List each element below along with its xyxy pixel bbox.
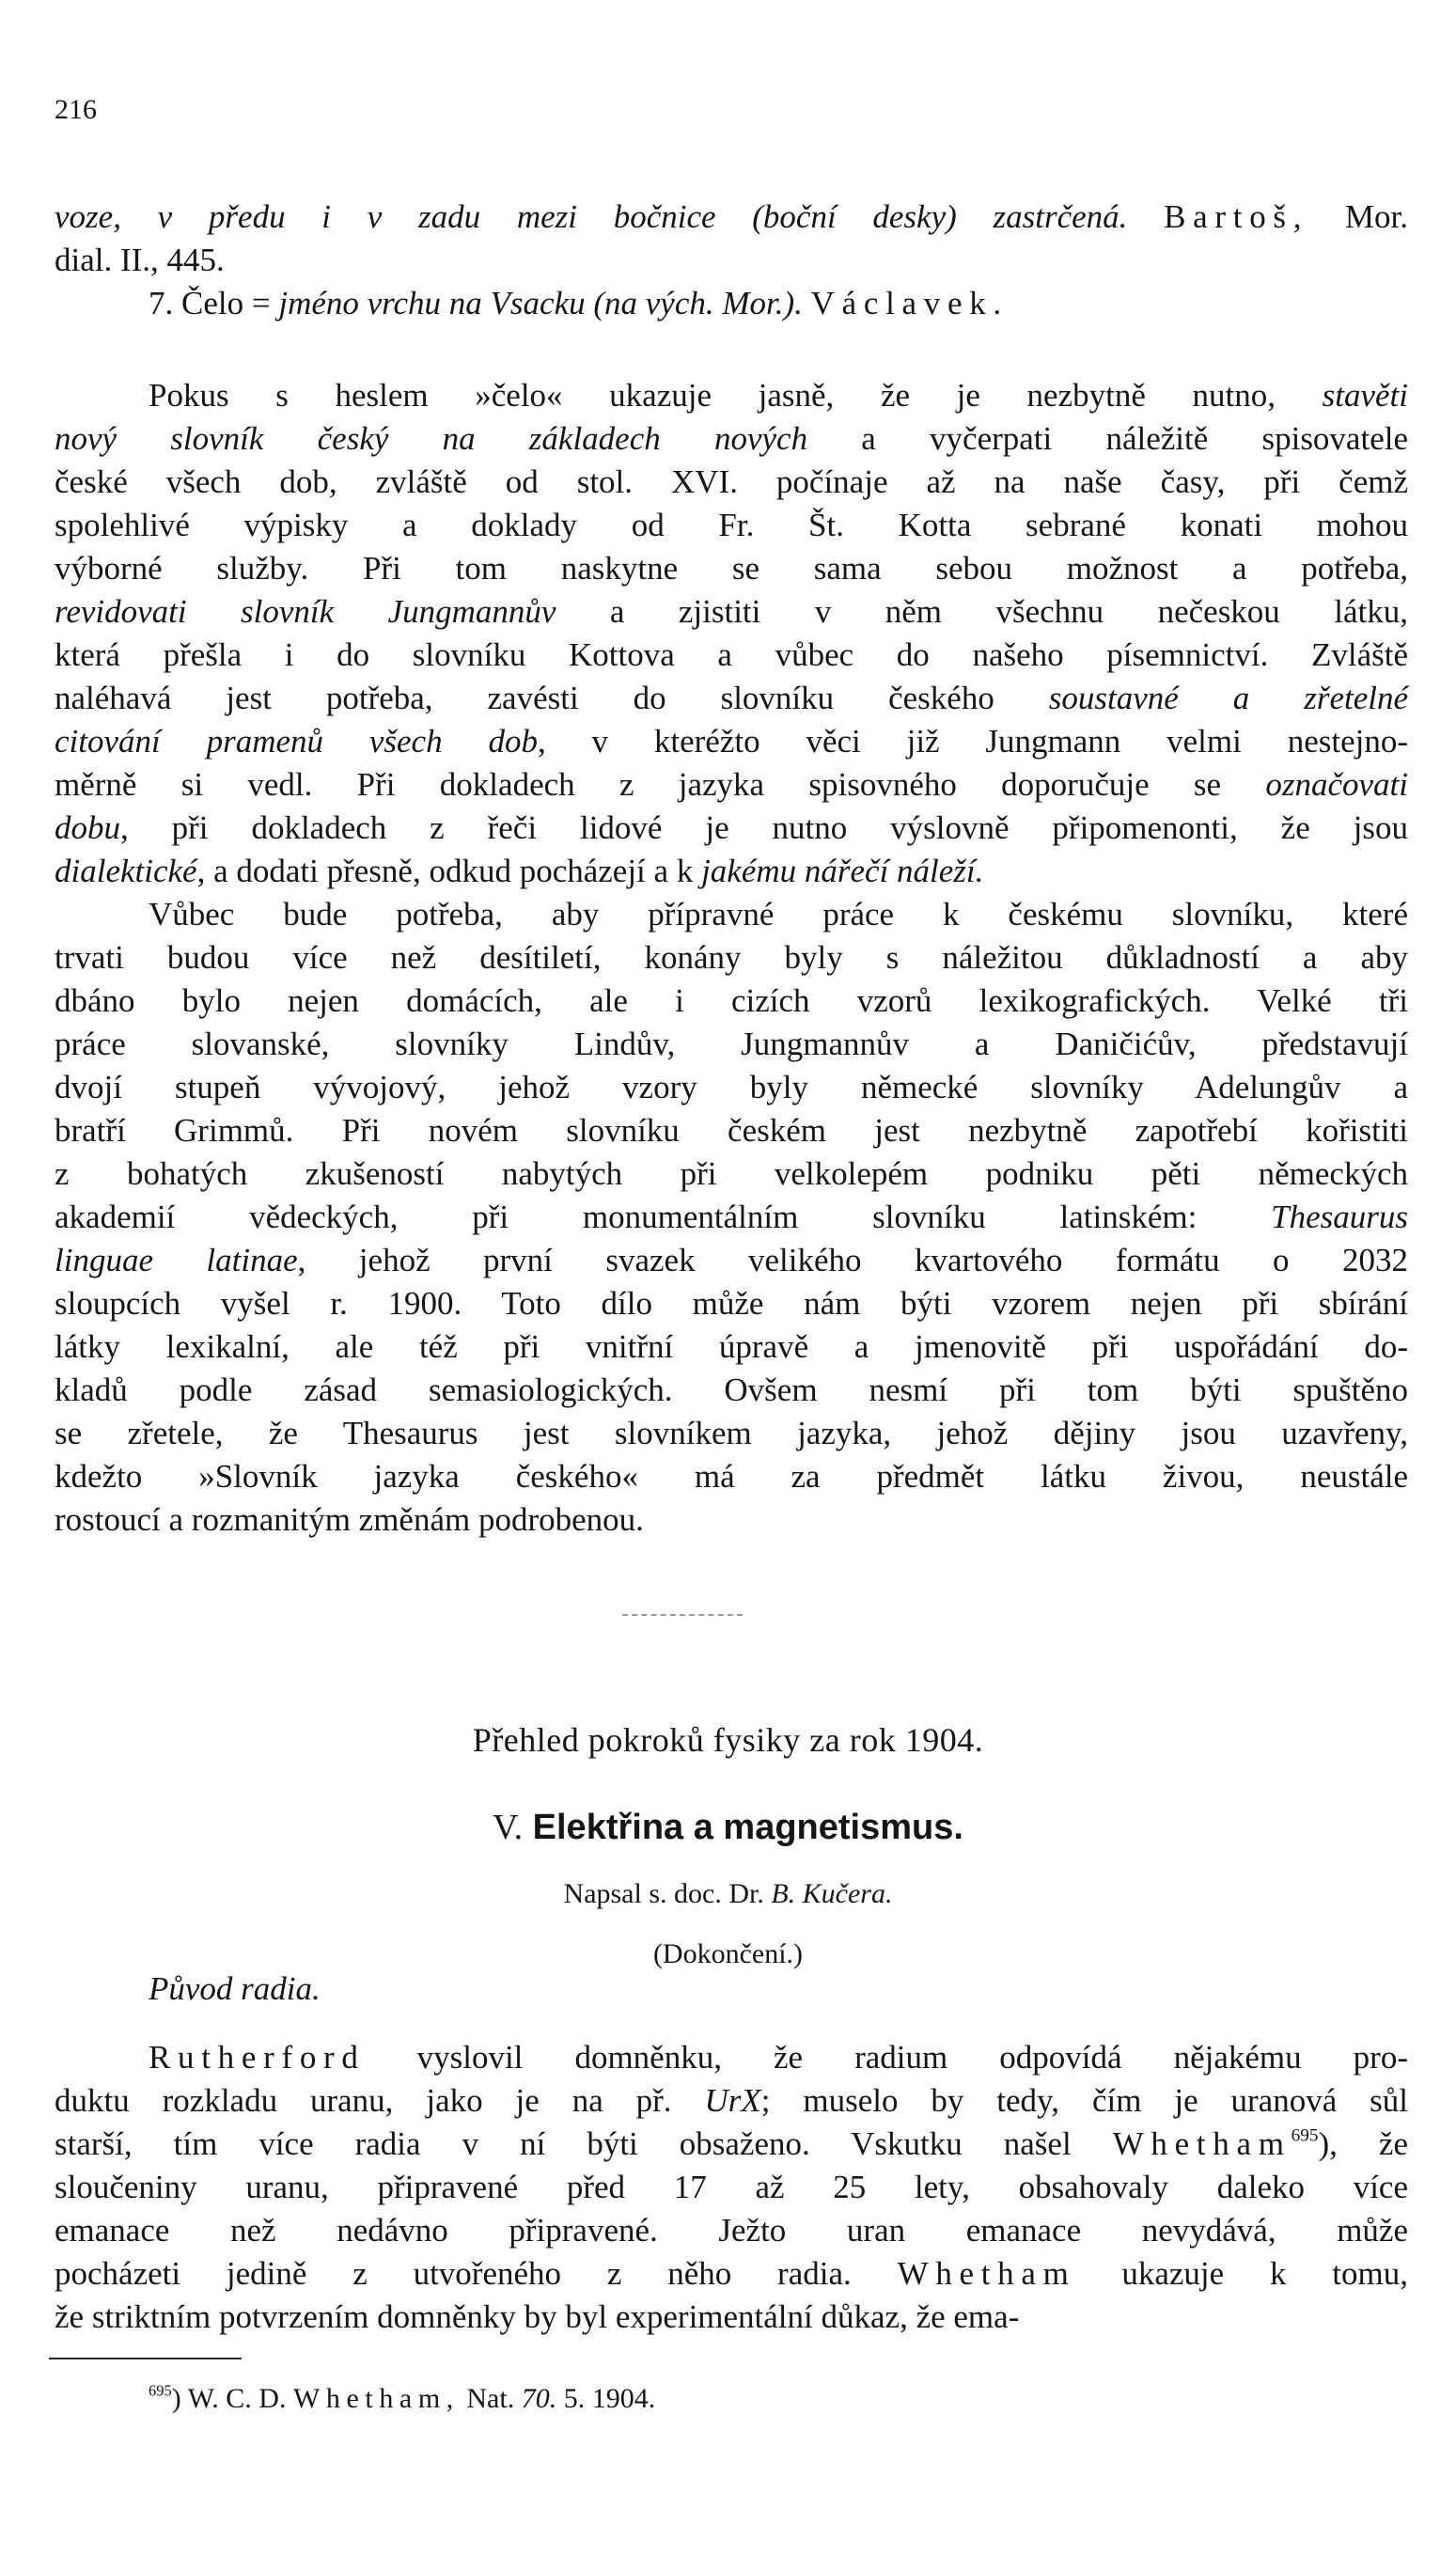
- footnote-source: Nat.: [466, 2383, 515, 2414]
- text-line: [55, 1066, 1408, 1109]
- text-run: pocházeti jedině z utvořeného z něho radia.: [55, 2255, 898, 2292]
- text-run: výborné služby. Při tom naskytne se sama sebou možnost a potřeba,: [55, 550, 1408, 587]
- text-run: dvojí stupeň vývojový, jehož vzory byly německé slovníky Adelungův a: [55, 1069, 1408, 1105]
- text-line: [55, 1455, 1408, 1498]
- text-line: [55, 807, 1408, 850]
- text-run: která přešla i do slovníku Kottova a vůbec do našeho písemnictví. Zvláště: [55, 636, 1408, 673]
- text-line: [55, 1023, 1408, 1066]
- italic-text: Thesaurus: [1271, 1199, 1408, 1235]
- italic-text: revidovati slovník Jungmannův: [55, 593, 556, 630]
- footnote-volume: 70.: [521, 2383, 557, 2414]
- continued-note: (Dokončení.): [652, 1938, 804, 1969]
- text-line: [55, 763, 1408, 807]
- text-run: vyslovil domněnku, že radium odpovídá nějakému pro-: [365, 2039, 1408, 2076]
- text-run: látky lexikalní, ale též při vnitřní úpravě a jmenovitě při uspořádání do-: [55, 1328, 1408, 1365]
- text-line: [55, 1239, 1408, 1282]
- chapter-name: Elektřina a magnetismus.: [532, 1808, 963, 1847]
- intro-italic-text: voze, v předu i v zadu mezi bočnice (boční desky) zastrčená.: [55, 198, 1128, 235]
- italic-text: soustavné a zřetelné: [1048, 680, 1409, 716]
- text-run: kdežto »Slovník jazyka českého« má za předmět látku živou, neustále: [55, 1458, 1408, 1495]
- subheading: Původ radia.: [149, 1970, 321, 2007]
- text-run: Pokus s heslem »čelo« ukazuje jasně, že je nezbytně nutno,: [149, 377, 1323, 414]
- text-run: a zjistiti v něm všechnu nečeskou látku,: [556, 593, 1408, 630]
- text-line: [55, 2123, 1408, 2166]
- text-line: [55, 1109, 1408, 1152]
- italic-text: UrX: [704, 2082, 761, 2119]
- intro-line-3: [55, 282, 1408, 325]
- text-line: [55, 1412, 1408, 1455]
- text-run: měrně si vedl. Při dokladech z jazyka spisovného doporučuje se: [55, 766, 1266, 803]
- intro-author: Bartoš,: [1164, 198, 1309, 235]
- entry-author: Václavek.: [810, 285, 1009, 321]
- text-line: [55, 1196, 1408, 1239]
- footnote-number: 695: [149, 2381, 172, 2400]
- text-line: [55, 2166, 1408, 2209]
- text-run: a vyčerpati náležitě spisovatele: [807, 420, 1408, 457]
- text-run: práce slovanské, slovníky Lindův, Jungmannův a Daničićův, představují: [55, 1026, 1408, 1062]
- text-run: spolehlivé výpisky a doklady od Fr. Št. Kotta sebrané konati mohou: [55, 507, 1408, 543]
- text-run: sloučeniny uranu, připravené před 17 až 25 lety, obsahovaly daleko více: [55, 2169, 1408, 2205]
- text-line: [55, 590, 1408, 634]
- spaced-name: Whetham: [1112, 2125, 1292, 2162]
- text-line: [55, 2296, 1408, 2339]
- text-run: emanace než nedávno připravené. Ježto uran emanace nevydává, může: [55, 2212, 1408, 2249]
- text-line: [55, 634, 1408, 677]
- text-run: akademií vědeckých, při monumentálním slovníku latinském:: [55, 1199, 1272, 1235]
- text-line: [55, 720, 1408, 763]
- text-run: ; muselo by tedy, čím je uranová sůl: [760, 2082, 1408, 2119]
- intro-source: Mor.: [1344, 198, 1409, 235]
- intro-block: [55, 196, 1408, 325]
- text-run: , v kteréžto věci již Jungmann velmi nestejno-: [537, 723, 1408, 760]
- entry-number: 7. Čelo: [149, 285, 244, 321]
- footnote-date: 5. 1904.: [563, 2383, 656, 2414]
- text-line: [55, 547, 1408, 590]
- paragraph-radium-origin: [55, 2036, 1408, 2339]
- chapter-title: [0, 1807, 1456, 1848]
- text-line: [55, 980, 1408, 1023]
- text-run: bratří Grimmů. Při novém slovníku českém jest nezbytně zapotřebí kořistiti: [55, 1112, 1408, 1149]
- text-line: [55, 1152, 1408, 1196]
- paragraph-lexicography-models: [55, 893, 1408, 1542]
- italic-text: označovati: [1265, 766, 1408, 803]
- text-run: naléhavá jest potřeba, zavésti do slovníku českého: [55, 680, 1049, 716]
- footnote-author: Whetham,: [292, 2383, 460, 2414]
- section-title: Přehled pokroků fysiky za rok 1904.: [472, 1721, 984, 1759]
- text-run: ), že: [1318, 2125, 1408, 2162]
- text-run: že striktním potvrzením domněnky by byl experimentální důkaz, že ema-: [55, 2298, 1020, 2335]
- text-run: kladů podle zásad semasiologických. Ovšem nesmí při tom býti spuštěno: [55, 1372, 1408, 1408]
- text-line: [55, 1282, 1408, 1325]
- text-run: rostoucí a rozmanitým změnám podrobenou.: [55, 1501, 644, 1538]
- chapter-numeral: V.: [493, 1808, 524, 1847]
- text-line: [55, 2252, 1408, 2296]
- footnote: $^{695}$) W. C. D. Whetham, Nat. 70. 5. 1904.: [149, 2381, 656, 2414]
- text-line: [55, 893, 1408, 936]
- page-number: 216: [55, 94, 97, 125]
- section-divider: [622, 1614, 743, 1616]
- spaced-name: Rutherford: [149, 2039, 366, 2076]
- text-run: se zřetele, že Thesaurus jest slovníkem jazyka, jehož dějiny jsou uzavřeny,: [55, 1415, 1408, 1451]
- text-run: starší, tím více radia v ní býti obsaženo. Vskutku našel: [55, 2125, 1113, 2162]
- spaced-name: Whetham: [897, 2255, 1076, 2292]
- text-run: , a dodati přesně, odkud pocházejí a k: [196, 853, 702, 889]
- text-run: duktu rozkladu uranu, jako je na př.: [55, 2082, 705, 2119]
- text-line: [55, 1369, 1408, 1412]
- text-line: [55, 1498, 1408, 1542]
- text-line: [55, 2036, 1408, 2079]
- paragraph-slovnik-revision: [55, 374, 1408, 893]
- italic-text: citování pramenů všech dob: [55, 723, 538, 760]
- text-run: české všech dob, zvláště od stol. XVI. počínaje až na naše časy, při čemž: [55, 463, 1408, 500]
- italic-text: stavěti: [1322, 377, 1408, 414]
- text-run: ukazuje k tomu,: [1075, 2255, 1409, 2292]
- author-prefix: Napsal s. doc. Dr.: [563, 1878, 764, 1909]
- footnote-rule: [49, 2358, 242, 2359]
- entry-definition: jméno vrchu na Vsacku (na vých. Mor.).: [278, 285, 803, 321]
- italic-text: nový slovník český na základech nových: [55, 420, 808, 457]
- intro-line-1: [55, 196, 1408, 239]
- text-run: Vůbec bude potřeba, aby přípravné práce k českému slovníku, které: [149, 896, 1408, 933]
- equals-sign: =: [251, 285, 271, 321]
- italic-text: dialektické: [55, 853, 197, 889]
- text-line: [55, 850, 1408, 893]
- italic-text: dobu: [55, 809, 120, 846]
- text-run: sloupcích vyšel r. 1900. Toto dílo může nám býti vzorem nejen při sbírání: [55, 1285, 1408, 1322]
- text-line: [55, 1325, 1408, 1369]
- footnote-initials: W. C. D.: [187, 2383, 287, 2414]
- footnote-ref: 695: [1291, 2125, 1319, 2146]
- italic-text: jakému nářečí náleží.: [701, 853, 984, 889]
- text-line: [55, 417, 1408, 461]
- text-run: z bohatých zkušeností nabytých při velkolepém podniku pěti německých: [55, 1155, 1408, 1192]
- text-line: [55, 936, 1408, 980]
- italic-text: linguae latinae: [55, 1242, 298, 1278]
- text-line: [55, 2079, 1408, 2123]
- text-line: [55, 504, 1408, 547]
- text-line: [55, 2209, 1408, 2252]
- intro-line-2: dial. II., 445.: [55, 242, 225, 278]
- text-line: [55, 461, 1408, 504]
- text-line: [55, 374, 1408, 417]
- text-run: , při dokladech z řeči lidové je nutno výslovně připomenonti, že jsou: [120, 809, 1408, 846]
- author-name: B. Kučera.: [771, 1878, 893, 1909]
- text-line: [55, 677, 1408, 720]
- text-run: trvati budou více než desítiletí, konány byly s náležitou důkladností a aby: [55, 939, 1408, 976]
- text-run: dbáno bylo nejen domácích, ale i cizích vzorů lexikografických. Velké tři: [55, 982, 1408, 1019]
- text-run: , jehož první svazek velikého kvartového formátu o 2032: [297, 1242, 1408, 1278]
- author-line: [0, 1878, 1456, 1910]
